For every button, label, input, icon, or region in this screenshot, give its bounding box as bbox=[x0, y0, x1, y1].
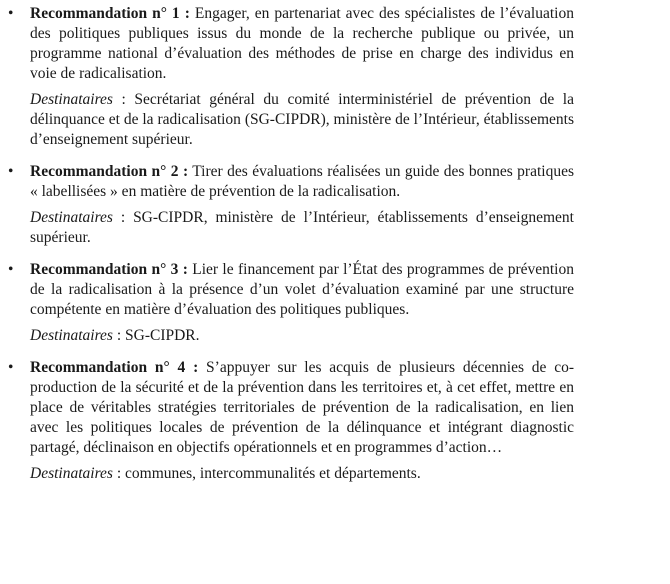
recommendation-body bbox=[30, 162, 574, 202]
recipients-label: Destinataires bbox=[30, 327, 113, 344]
recommendation-2 bbox=[8, 162, 574, 248]
recommendation-4 bbox=[8, 358, 574, 484]
recipients bbox=[30, 464, 574, 484]
recommendation-3 bbox=[8, 260, 574, 346]
recommendation-text: Engager, en partenariat avec des spécialistes de l’évaluation des politiques publiques issus du monde de la recherche publique ou privée, un programme national d’évaluation des méthodes de prise en charge des individus en voie de radicalisation. bbox=[30, 5, 574, 82]
recipients bbox=[30, 326, 574, 346]
recommendation-body bbox=[30, 260, 574, 320]
recipients-text: : Secrétariat général du comité interministériel de prévention de la délinquance et de la radicalisation (SG-CIPDR), ministère de l’Intérieur, établissements d’enseignement supérieur. bbox=[30, 91, 574, 148]
recipients bbox=[30, 208, 574, 248]
recommendation-text: Tirer des évaluations réalisées un guide des bonnes pratiques « labellisées » en matière de prévention de la radicalisation. bbox=[30, 163, 574, 200]
recommendation-title: Recommandation n° 4 : bbox=[30, 359, 199, 376]
recommendation-1 bbox=[8, 4, 574, 150]
recommendation-body bbox=[30, 358, 574, 458]
recommendation-title: Recommandation n° 2 : bbox=[30, 163, 189, 180]
recipients-text: : communes, intercommunalités et départements. bbox=[112, 465, 421, 482]
recommendation-text: Lier le financement par l’État des programmes de prévention de la radicalisation à la présence d’un volet d’évaluation examiné par une structure compétente en matière d’évaluation des politiques publiques. bbox=[30, 261, 574, 318]
bullet-icon: • bbox=[8, 261, 14, 278]
recommendation-body bbox=[30, 4, 574, 84]
recommendation-text: S’appuyer sur les acquis de plusieurs décennies de co-production de la sécurité et de la prévention dans les territoires et, à cet effet, mettre en place de véritables stratégies territoriales de prévention de la radicalisation, en lien avec les politiques locales de prévention de la délinquance et intégrant diagnostic partagé, déclinaison en objectifs opérationnels et en programmes d’action… bbox=[30, 359, 574, 456]
recipients-label: Destinataires bbox=[30, 465, 113, 482]
recipients-text: : SG-CIPDR, ministère de l’Intérieur, établissements d’enseignement supérieur. bbox=[30, 209, 574, 246]
recommendation-title: Recommandation n° 1 : bbox=[30, 5, 190, 22]
recipients-label: Destinataires bbox=[30, 209, 113, 226]
bullet-icon: • bbox=[8, 5, 14, 22]
recommendation-title: Recommandation n° 3 : bbox=[30, 261, 188, 278]
recipients-text: : SG-CIPDR. bbox=[112, 327, 200, 344]
recipients-label: Destinataires bbox=[30, 91, 113, 108]
recipients bbox=[30, 90, 574, 150]
bullet-icon: • bbox=[8, 359, 14, 376]
bullet-icon: • bbox=[8, 163, 14, 180]
